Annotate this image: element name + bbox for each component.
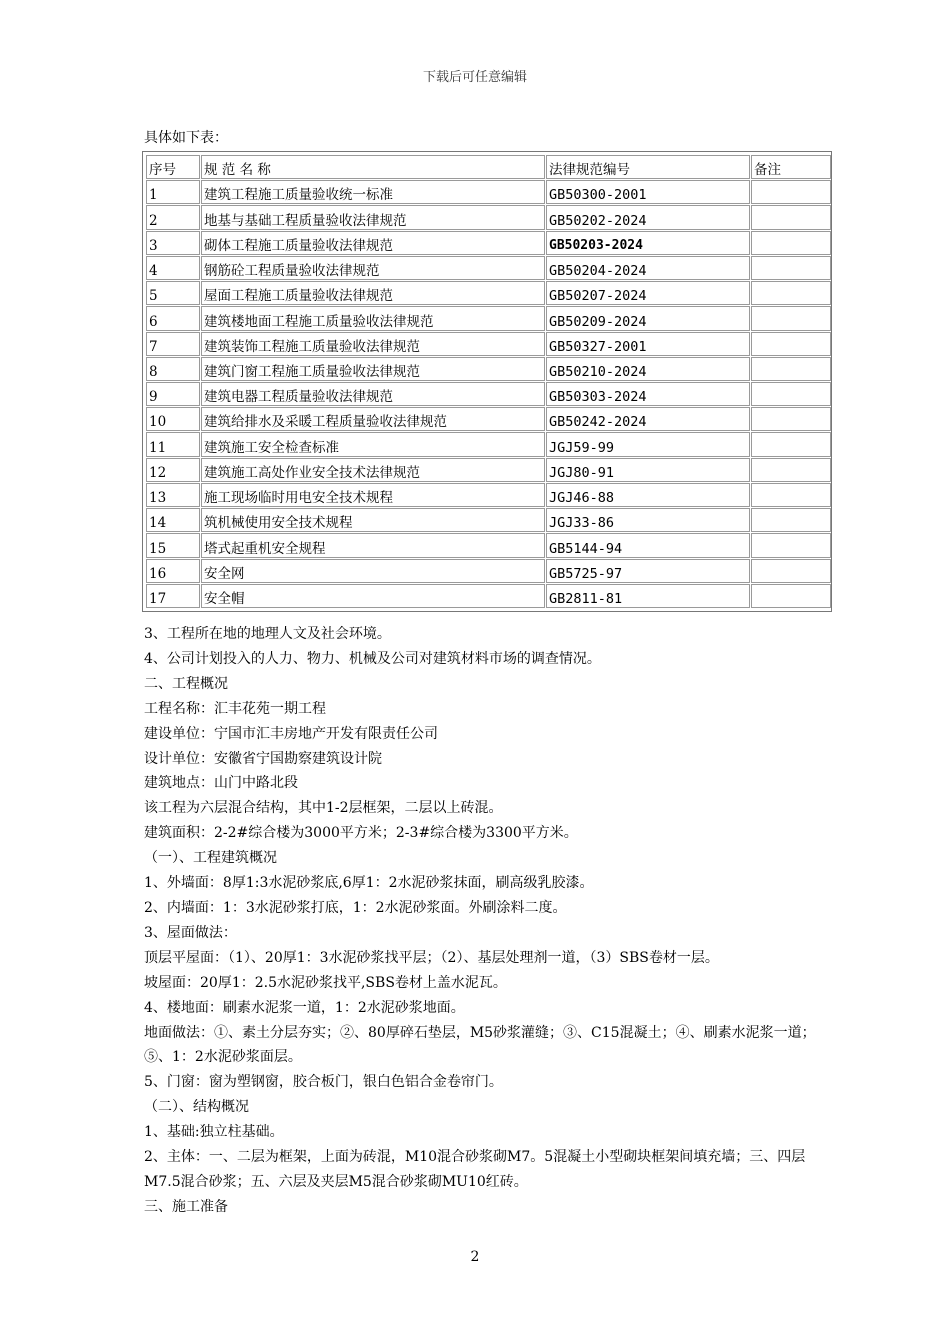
cell-name: 建筑电器工程质量验收法律规范: [201, 382, 545, 406]
cell-note: [751, 205, 831, 229]
standards-table: [142, 151, 832, 612]
cell-no: 17: [146, 584, 200, 608]
cell-note: [751, 584, 831, 608]
cell-name: 屋面工程施工质量验收法律规范: [201, 281, 545, 305]
cell-code: GB50202-2024: [546, 205, 750, 229]
cell-code: JGJ80-91: [546, 458, 750, 482]
paragraph: 地面做法：①、素土分层夯实；②、80厚碎石垫层，M5砂浆灌缝；③、C15混凝土；④、刷素水泥浆一道；: [144, 1024, 816, 1041]
table-row: [146, 508, 831, 532]
cell-no: 12: [146, 458, 200, 482]
cell-note: [751, 281, 831, 305]
cell-name: 建筑施工高处作业安全技术法律规范: [201, 458, 545, 482]
cell-name: 建筑门窗工程施工质量验收法律规范: [201, 357, 545, 381]
paragraph: （二）、结构概况: [144, 1099, 249, 1116]
cell-no: 15: [146, 533, 200, 557]
cell-note: [751, 483, 831, 507]
cell-name: 砌体工程施工质量验收法律规范: [201, 231, 545, 255]
paragraph: （一）、工程建筑概况: [144, 850, 277, 867]
table-row: [146, 559, 831, 583]
table-row: [146, 332, 831, 356]
cell-name: 建筑装饰工程施工质量验收法律规范: [201, 332, 545, 356]
cell-no: 10: [146, 407, 200, 431]
cell-no: 14: [146, 508, 200, 532]
table-row: [146, 584, 831, 608]
header-no: 序号: [146, 155, 200, 179]
cell-no: 9: [146, 382, 200, 406]
paragraph: 该工程为六层混合结构，其中1-2层框架，二层以上砖混。: [144, 800, 503, 817]
cell-code: JGJ46-88: [546, 483, 750, 507]
paragraph: 4、楼地面：刷素水泥浆一道，1：2水泥砂浆地面。: [144, 999, 465, 1016]
table-row: [146, 407, 831, 431]
cell-note: [751, 407, 831, 431]
page-number: 2: [470, 1249, 480, 1265]
header-note: 备注: [751, 155, 831, 179]
table-row: [146, 205, 831, 229]
cell-no: 16: [146, 559, 200, 583]
paragraph: 坡屋面：20厚1：2.5水泥砂浆找平,SBS卷材上盖水泥瓦。: [144, 974, 507, 991]
table-intro: 具体如下表：: [144, 130, 228, 146]
paragraph: 建设单位：宁国市汇丰房地产开发有限责任公司: [144, 725, 438, 742]
cell-code: GB50204-2024: [546, 256, 750, 280]
cell-code: GB5144-94: [546, 533, 750, 557]
paragraph: 1、基础:独立柱基础。: [144, 1124, 284, 1141]
paragraph: 二、工程概况: [144, 675, 228, 692]
cell-note: [751, 533, 831, 557]
paragraph: 4、公司计划投入的人力、物力、机械及公司对建筑材料市场的调查情况。: [144, 650, 601, 667]
cell-name: 建筑施工安全检查标准: [201, 432, 545, 456]
table-row: [146, 483, 831, 507]
cell-name: 安全帽: [201, 584, 545, 608]
cell-code: GB50242-2024: [546, 407, 750, 431]
cell-note: [751, 231, 831, 255]
cell-note: [751, 508, 831, 532]
paragraph: 3、屋面做法：: [144, 924, 237, 941]
cell-no: 11: [146, 432, 200, 456]
table-row: [146, 533, 831, 557]
paragraph: 2、内墙面：1：3水泥砂浆打底，1：2水泥砂浆面。外刷涂料二度。: [144, 899, 567, 916]
table-row: [146, 180, 831, 204]
cell-code: GB50210-2024: [546, 357, 750, 381]
header-name: 规 范 名 称: [201, 155, 545, 179]
table-row: [146, 256, 831, 280]
standards-table-body: [146, 155, 831, 608]
cell-code: JGJ59-99: [546, 432, 750, 456]
cell-name: 建筑工程施工质量验收统一标准: [201, 180, 545, 204]
cell-no: 3: [146, 231, 200, 255]
cell-no: 5: [146, 281, 200, 305]
cell-code: GB50303-2024: [546, 382, 750, 406]
cell-note: [751, 559, 831, 583]
paragraph: 工程名称：汇丰花苑一期工程: [144, 700, 326, 717]
cell-name: 筑机械使用安全技术规程: [201, 508, 545, 532]
cell-no: 1: [146, 180, 200, 204]
cell-name: 塔式起重机安全规程: [201, 533, 545, 557]
table-row: [146, 231, 831, 255]
table-row: [146, 458, 831, 482]
cell-code: GB50203-2024: [546, 231, 750, 255]
cell-note: [751, 432, 831, 456]
cell-code: GB50209-2024: [546, 306, 750, 330]
paragraph: 1、外墙面：8厚1:3水泥砂浆底,6厚1：2水泥砂浆抹面，刷高级乳胶漆。: [144, 875, 594, 892]
cell-name: 钢筋砼工程质量验收法律规范: [201, 256, 545, 280]
cell-no: 2: [146, 205, 200, 229]
cell-note: [751, 458, 831, 482]
cell-code: GB50300-2001: [546, 180, 750, 204]
cell-name: 安全网: [201, 559, 545, 583]
paragraph: ⑤、1：2水泥砂浆面层。: [144, 1049, 302, 1066]
paragraph: 5、门窗：窗为塑钢窗，胶合板门，银白色铝合金卷帘门。: [144, 1074, 503, 1091]
table-row: [146, 357, 831, 381]
cell-note: [751, 180, 831, 204]
table-row: [146, 432, 831, 456]
paragraph: 3、工程所在地的地理人文及社会环境。: [144, 626, 391, 642]
cell-name: 建筑楼地面工程施工质量验收法律规范: [201, 306, 545, 330]
paragraph: 设计单位：安徽省宁国勘察建筑设计院: [144, 750, 382, 767]
cell-name: 建筑给排水及采暖工程质量验收法律规范: [201, 407, 545, 431]
cell-code: GB50327-2001: [546, 332, 750, 356]
cell-no: 6: [146, 306, 200, 330]
cell-code: JGJ33-86: [546, 508, 750, 532]
cell-no: 13: [146, 483, 200, 507]
paragraph: 三、施工准备: [144, 1198, 228, 1215]
cell-no: 7: [146, 332, 200, 356]
cell-name: 施工现场临时用电安全技术规程: [201, 483, 545, 507]
paragraph: 建筑地点：山门中路北段: [144, 775, 298, 792]
cell-note: [751, 332, 831, 356]
body-text: [144, 622, 814, 1220]
table-row: [146, 281, 831, 305]
cell-note: [751, 382, 831, 406]
cell-code: GB50207-2024: [546, 281, 750, 305]
paragraph: 顶层平屋面：（1）、20厚1：3水泥砂浆找平层；（2）、基层处理剂一道，（3）SBS卷材一层。: [144, 949, 719, 966]
paragraph: M7.5混合砂浆；五、六层及夹层M5混合砂浆砌MU10红砖。: [144, 1173, 528, 1190]
table-row: [146, 306, 831, 330]
cell-no: 4: [146, 256, 200, 280]
cell-note: [751, 306, 831, 330]
cell-name: 地基与基础工程质量验收法律规范: [201, 205, 545, 229]
paragraph: 建筑面积：2-2#综合楼为3000平方米；2-3#综合楼为3300平方米。: [144, 825, 578, 842]
cell-no: 8: [146, 357, 200, 381]
cell-note: [751, 357, 831, 381]
table-header-row: [146, 155, 831, 179]
cell-code: GB2811-81: [546, 584, 750, 608]
table-row: [146, 382, 831, 406]
cell-note: [751, 256, 831, 280]
header-code: 法律规范编号: [546, 155, 750, 179]
paragraph: 2、主体：一、二层为框架，上面为砖混，M10混合砂浆砌M7。5混凝土小型砌块框架间填充墙；三、四层: [144, 1149, 806, 1166]
page-header: 下载后可任意编辑: [422, 70, 527, 85]
cell-code: GB5725-97: [546, 559, 750, 583]
